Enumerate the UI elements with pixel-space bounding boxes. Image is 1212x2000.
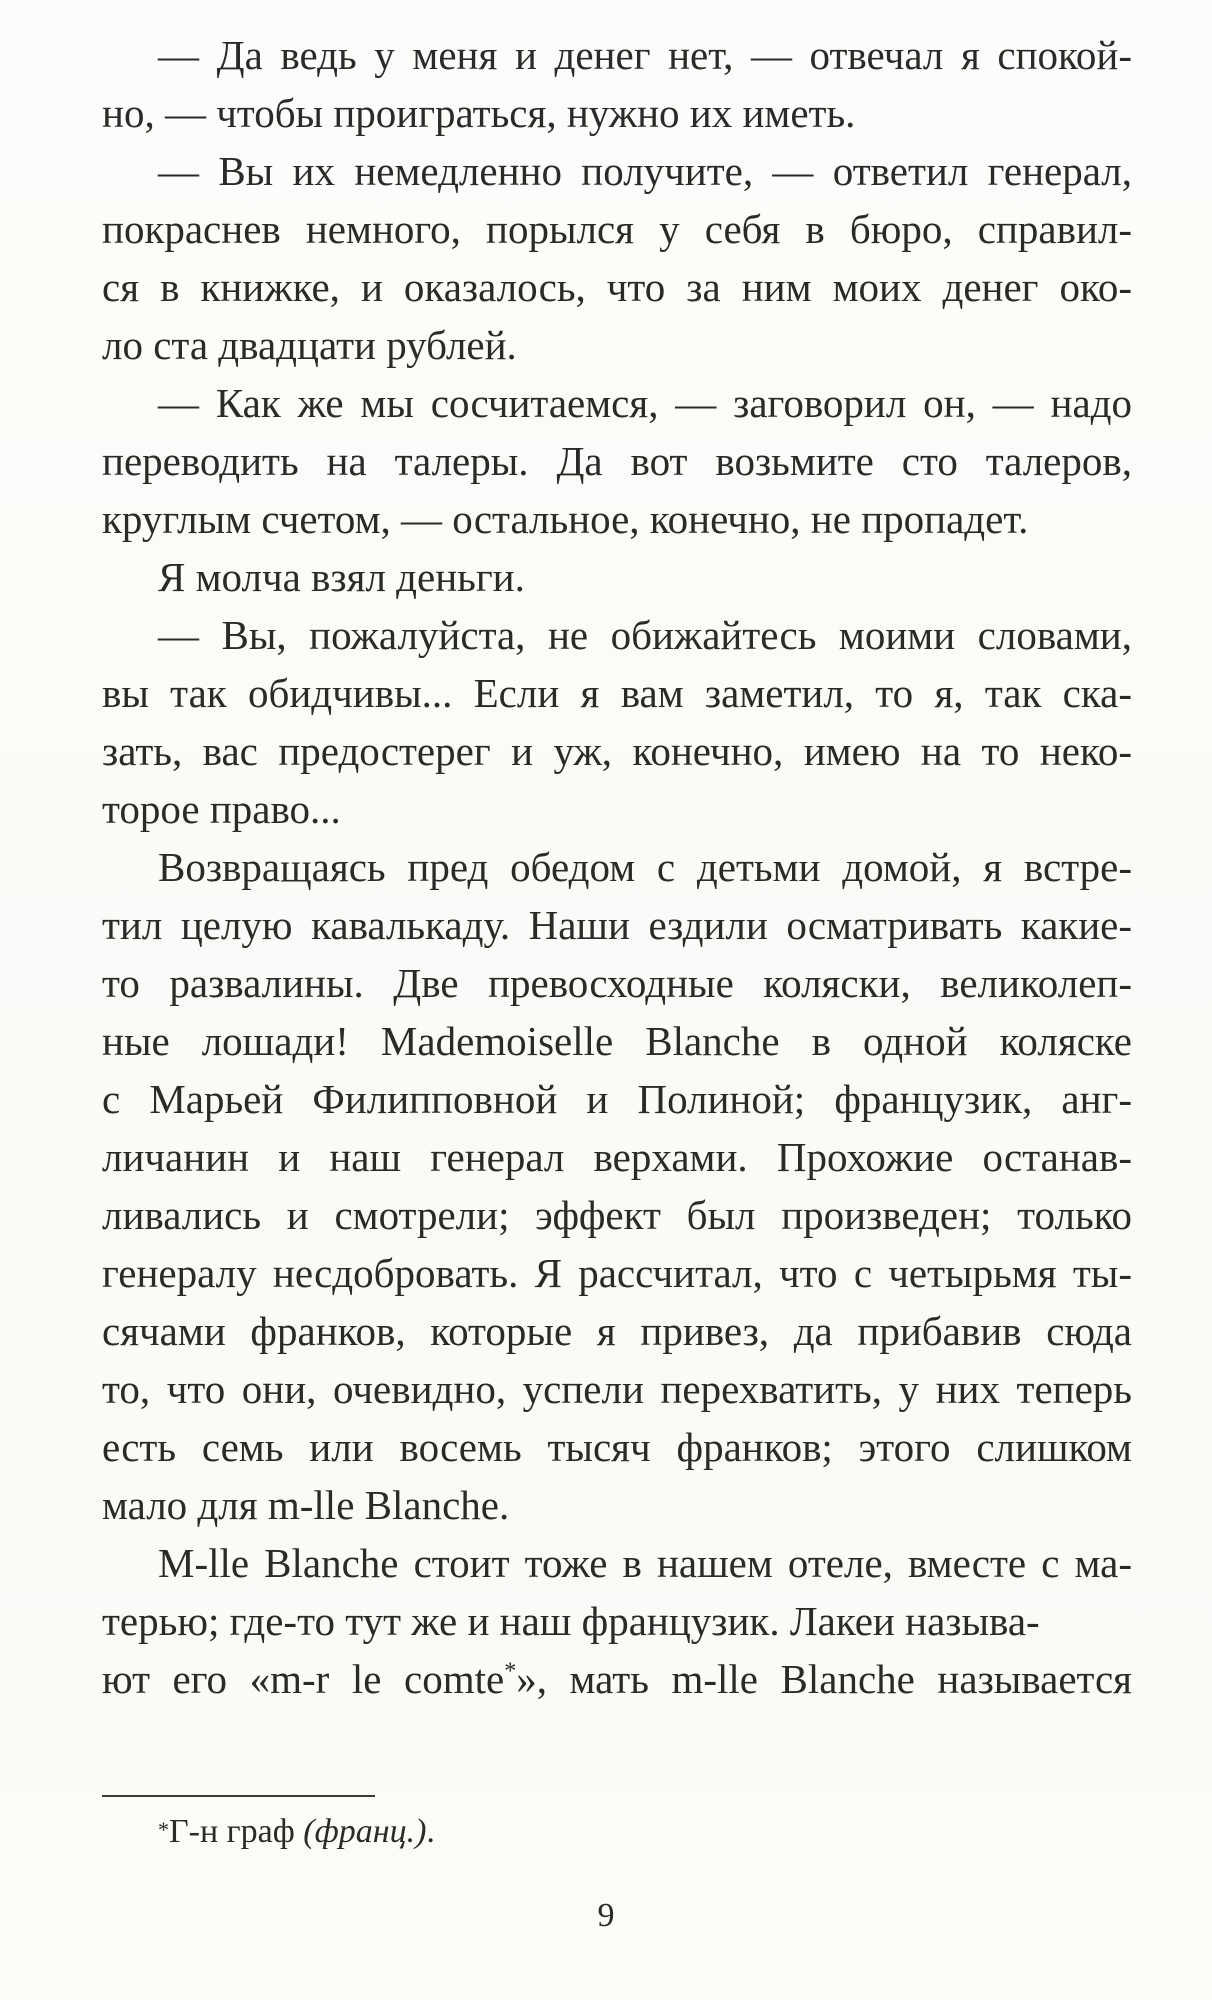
text-line: ся в книжке, и оказалось, что за ним моих денег око- <box>102 264 1132 310</box>
text-line: генералу несдобровать. Я рассчитал, что с четырьмя ты- <box>102 1250 1132 1296</box>
text-line: зать, вас предостерег и уж, конечно, имею на то неко- <box>102 728 1132 774</box>
text-line: Возвращаясь пред обедом с детьми домой, я встре- <box>158 844 1132 890</box>
text-line: ливались и смотрели; эффект был произведен; только <box>102 1192 1132 1238</box>
text-line: покраснев немного, порылся у себя в бюро, справил- <box>102 206 1132 252</box>
footnote <box>158 1812 435 1852</box>
body-text <box>102 26 1132 1708</box>
text-line: есть семь или восемь тысяч франков; этого слишком <box>102 1424 1132 1470</box>
text-line: ло ста двадцати рублей. <box>102 322 517 368</box>
text-line: торое право... <box>102 786 341 832</box>
text-line: мало для m-lle Blanche. <box>102 1482 510 1528</box>
text-line: — Вы, пожалуйста, не обижайтесь моими словами, <box>158 612 1132 658</box>
footnote-reference: * <box>504 1658 517 1685</box>
footnote-language-note: (франц.) <box>303 1813 427 1850</box>
text-line: терью; где-то тут же и наш французик. Лакеи называ- <box>102 1598 1040 1644</box>
text-line: то, что они, очевидно, успели перехватить, у них теперь <box>102 1366 1132 1412</box>
text-line: круглым счетом, — остальное, конечно, не пропадет. <box>102 496 1029 542</box>
text-line: переводить на талеры. Да вот возьмите сто талеров, <box>102 438 1132 484</box>
text-line: вы так обидчивы... Если я вам заметил, то я, так ска- <box>102 670 1132 716</box>
last-line-start: ют его «m-r le comte <box>102 1656 505 1702</box>
text-line: то развалины. Две превосходные коляски, великолеп- <box>102 960 1132 1006</box>
text-line: с Марьей Филипповной и Полиной; французик, анг- <box>102 1076 1132 1122</box>
text-line: — Вы их немедленно получите, — ответил генерал, <box>158 148 1132 194</box>
text-line: личанин и наш генерал верхами. Прохожие останав- <box>102 1134 1132 1180</box>
last-line-end: », мать m-lle Blanche называется <box>516 1656 1132 1702</box>
text-line: M-lle Blanche стоит тоже в нашем отеле, вместе с ма- <box>158 1540 1132 1586</box>
footnote-divider <box>102 1795 375 1797</box>
text-line: сячами франков, которые я привез, да прибавив сюда <box>102 1308 1132 1354</box>
text-line-with-footnote <box>102 1650 1132 1708</box>
text-line: но, — чтобы проиграться, нужно их иметь. <box>102 90 856 136</box>
text-line: — Как же мы сосчитаемся, — заговорил он, — надо <box>158 380 1132 426</box>
text-line: ные лошади! Mademoiselle Blanche в одной коляске <box>102 1018 1132 1064</box>
text-line: — Да ведь у меня и денег нет, — отвечал я спокой- <box>158 32 1132 78</box>
footnote-text: Г-н граф <box>169 1813 304 1850</box>
footnote-mark: * <box>158 1817 169 1842</box>
footnote-end: . <box>426 1813 435 1850</box>
page-number: 9 <box>597 1897 615 1934</box>
text-line: Я молча взял деньги. <box>158 554 525 600</box>
text-line: тил целую кавалькаду. Наши ездили осматривать какие- <box>102 902 1132 948</box>
